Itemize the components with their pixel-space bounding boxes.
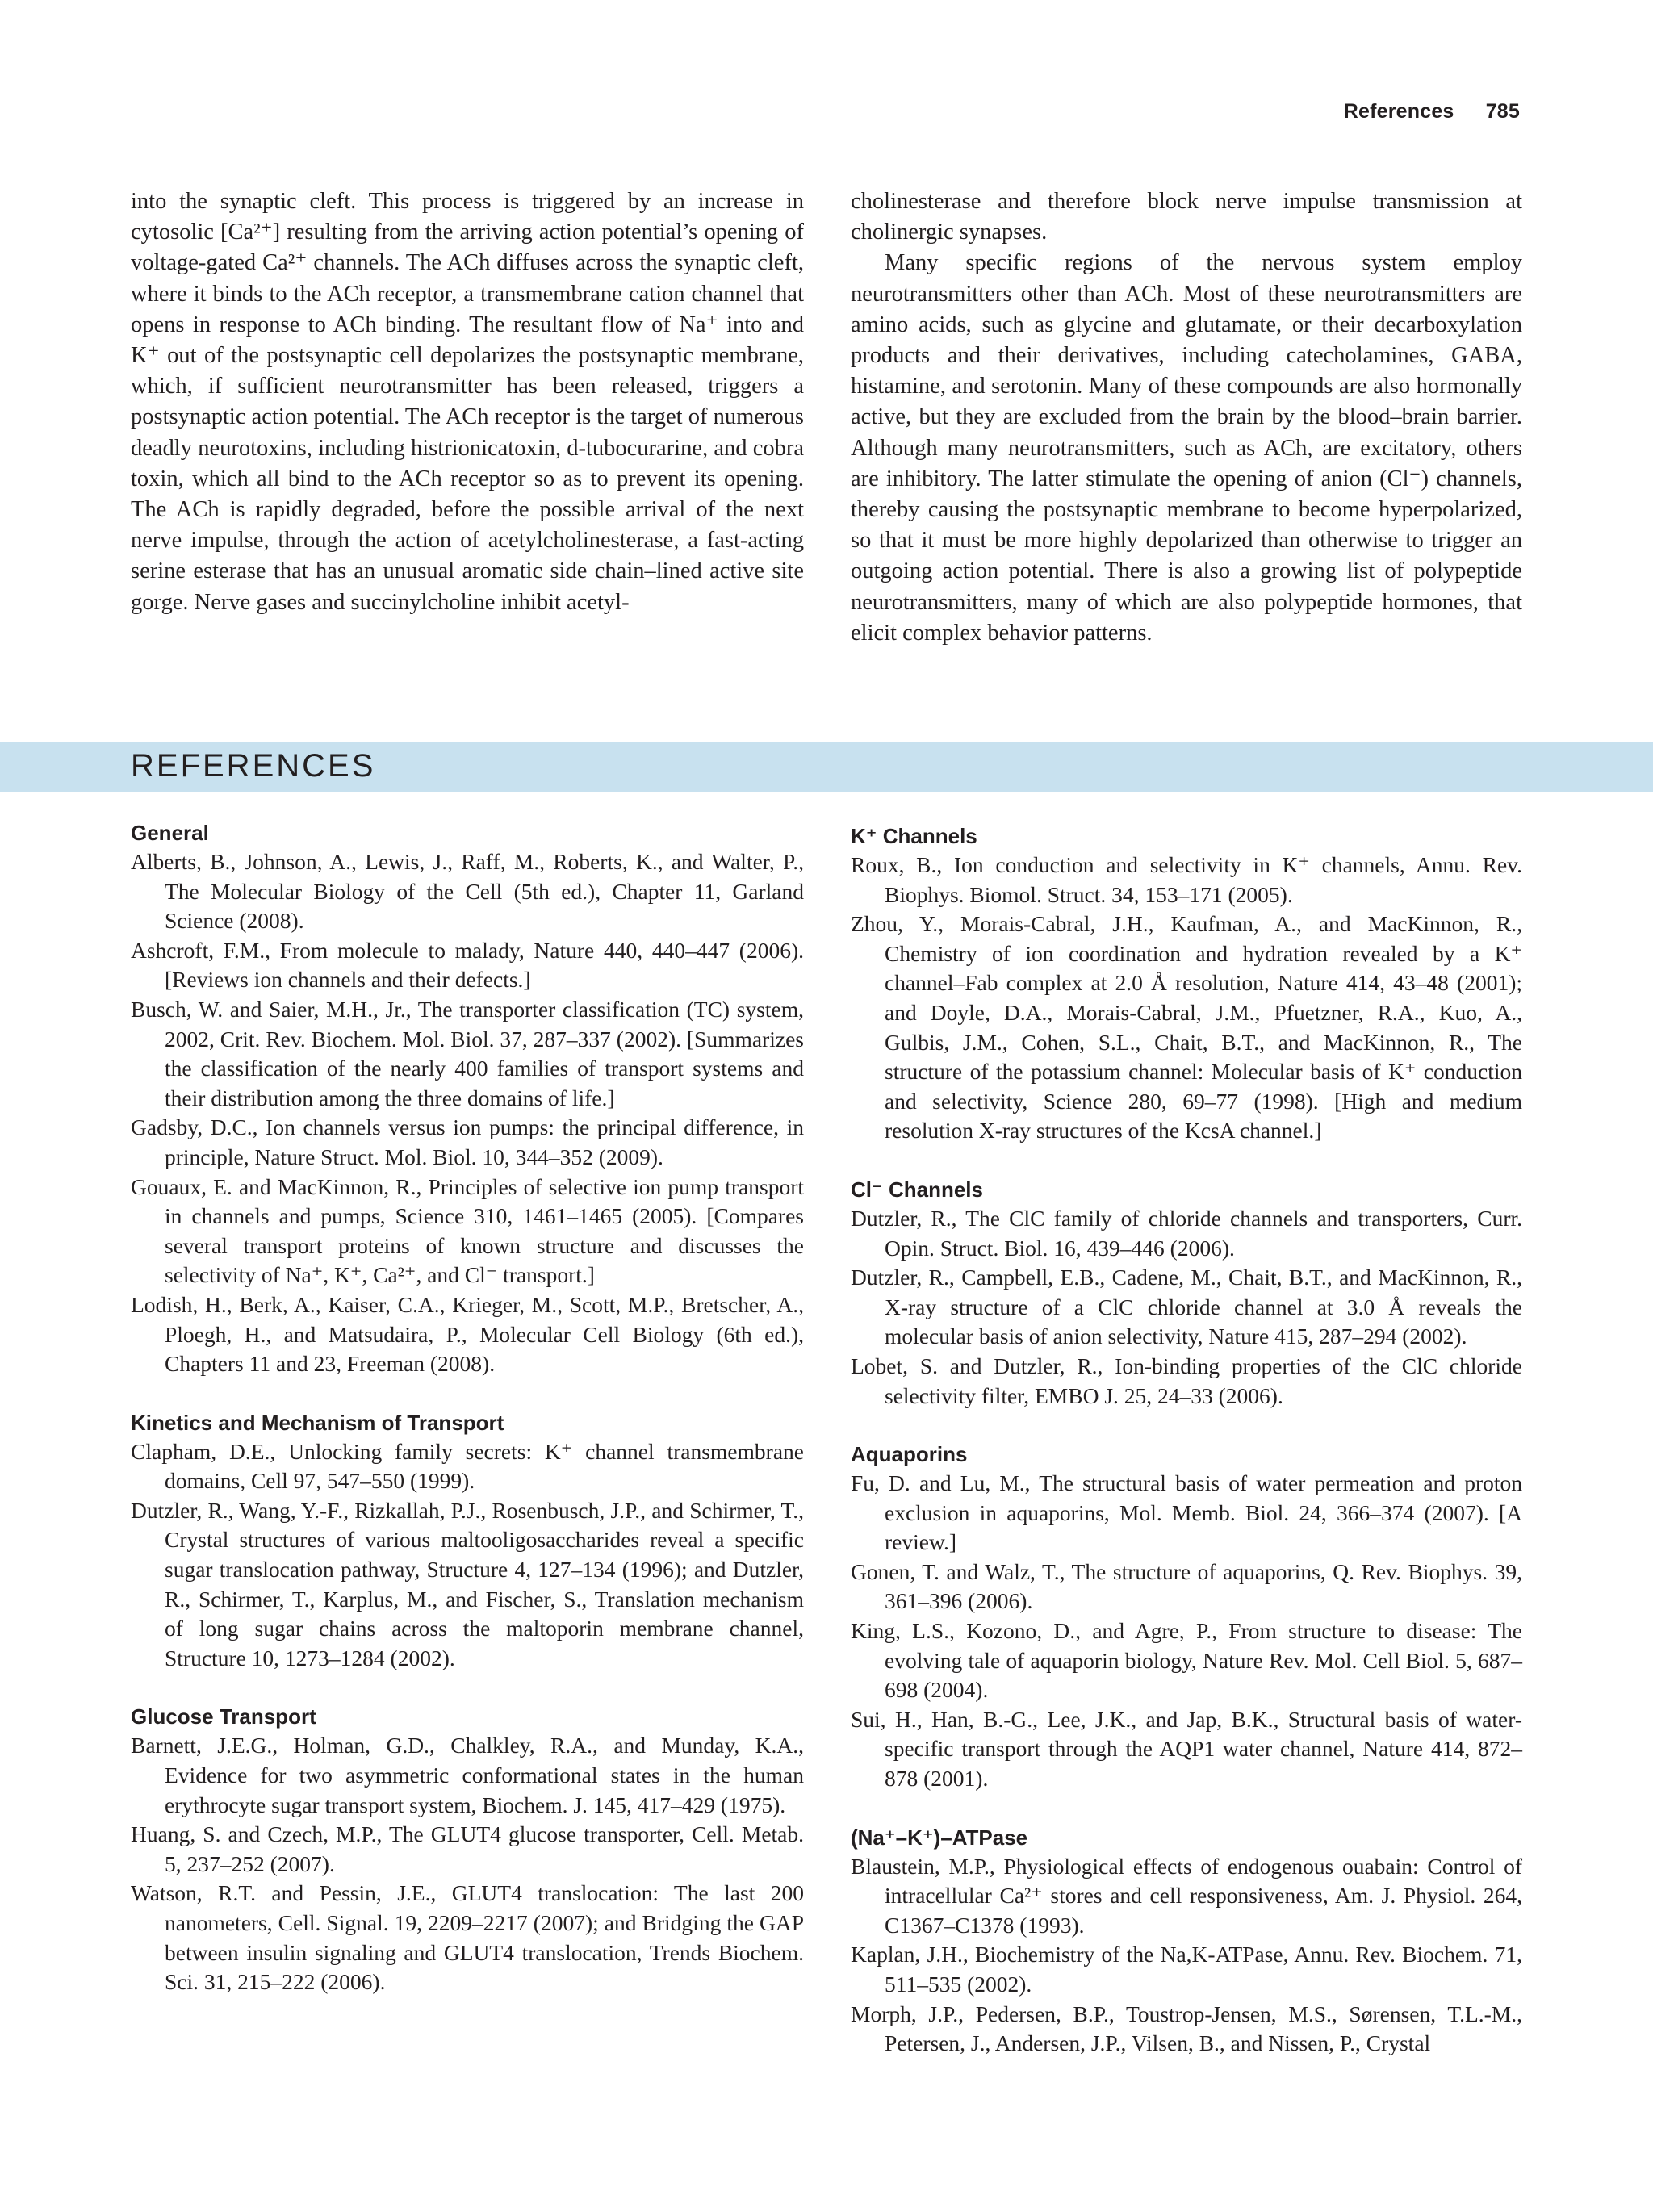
ref-section-kinetics bbox=[131, 1408, 804, 1674]
ref-section-glucose bbox=[131, 1702, 804, 1997]
reference-entry: Fu, D. and Lu, M., The structural basis of water permeation and proton exclusion in aquaporins, Mol. Memb. Biol. 24, 366–374 (2007). [A review.] bbox=[851, 1470, 1522, 1555]
reference-entry: Morph, J.P., Pedersen, B.P., Toustrop-Jensen, M.S., Sørensen, T.L.-M., Petersen, J., Andersen, J.P., Vilsen, B., and Nissen, P., Crystal bbox=[851, 2001, 1522, 2056]
references-right-column bbox=[851, 822, 1522, 2088]
body-paragraph: cholinesterase and therefore block nerve impulse transmission at cholinergic synapses. bbox=[851, 189, 1522, 245]
reference-entry: Lodish, H., Berk, A., Kaiser, C.A., Krieger, M., Scott, M.P., Bretscher, A., Ploegh, H., and Matsudaira, P., Molecular Cell Biology (6th ed.), Chapters 11 and 23, Freeman (2008). bbox=[131, 1291, 804, 1377]
page-number: 785 bbox=[1485, 100, 1520, 123]
ref-section-heading: Cl⁻ Channels bbox=[851, 1177, 983, 1202]
reference-entry: Sui, H., Han, B.-G., Lee, J.K., and Jap, B.K., Structural basis of water-specific transport through the AQP1 water channel, Nature 414, 872–878 (2001). bbox=[851, 1706, 1522, 1792]
reference-entry: Kaplan, J.H., Biochemistry of the Na,K-ATPase, Annu. Rev. Biochem. 71, 511–535 (2002). bbox=[851, 1942, 1522, 1997]
running-head-title: References bbox=[1343, 100, 1454, 123]
reference-entry: Dutzler, R., Campbell, E.B., Cadene, M., Chait, B.T., and MacKinnon, R., X-ray structure of a ClC chloride channel at 3.0 Å reveals the molecular basis of anion selectivity, Nature 415, 287–294 (2002). bbox=[851, 1265, 1522, 1349]
ref-section-k-channels bbox=[851, 822, 1522, 1146]
ref-section-heading: Glucose Transport bbox=[131, 1704, 316, 1729]
ref-section-cl-channels bbox=[851, 1175, 1522, 1411]
reference-entry: Lobet, S. and Dutzler, R., Ion-binding properties of the ClC chloride selectivity filter, EMBO J. 25, 24–33 (2006). bbox=[851, 1353, 1522, 1408]
body-text-left-column bbox=[131, 186, 804, 618]
reference-entry: Dutzler, R., The ClC family of chloride channels and transporters, Curr. Opin. Struct. Biol. 16, 439–446 (2006). bbox=[851, 1205, 1522, 1261]
reference-entry: Gonen, T. and Walz, T., The structure of aquaporins, Q. Rev. Biophys. 39, 361–396 (2006). bbox=[851, 1558, 1522, 1614]
body-paragraph: into the synaptic cleft. This process is triggered by an increase in cytosolic [Ca²⁺] resulting from the arriving action potential’s opening of voltage-gated Ca²⁺ channels. The ACh diffuses across the synaptic cleft, where it binds to the ACh receptor, a transmembrane cation channel that opens in response to ACh binding. The resultant flow of Na⁺ into and K⁺ out of the postsynaptic cell depolarizes the postsynaptic membrane, which, if sufficient neurotransmitter has been released, triggers a postsynaptic action potential. The ACh receptor is the target of numerous deadly neurotoxins, including histrionicatoxin, d-tubocurarine, and cobra toxin, which all bind to the ACh receptor so as to prevent its opening. The ACh is rapidly degraded, before the possible arrival of the next nerve impulse, through the action of acetylcholinesterase, a fast-acting serine esterase that has an unusual aromatic side chain–lined active site gorge. Nerve gases and succinylcholine inhibit acetyl- bbox=[131, 189, 804, 615]
reference-entry: King, L.S., Kozono, D., and Agre, P., From structure to disease: The evolving tale of aquaporin biology, Nature Rev. Mol. Cell Biol. 5, 687–698 (2004). bbox=[851, 1618, 1522, 1703]
references-banner bbox=[0, 742, 1653, 792]
ref-section-heading: Aquaporins bbox=[851, 1442, 968, 1467]
reference-entry: Gouaux, E. and MacKinnon, R., Principles of selective ion pump transport in channels and pumps, Science 310, 1461–1465 (2005). [Compares several transport proteins of known structure and discusses the selectivity of Na⁺, K⁺, Ca²⁺, and Cl⁻ transport.] bbox=[131, 1173, 804, 1288]
ref-section-heading: Kinetics and Mechanism of Transport bbox=[131, 1410, 504, 1435]
reference-entry: Dutzler, R., Wang, Y.-F., Rizkallah, P.J., Rosenbusch, J.P., and Schirmer, T., Crystal structures of various maltooligosaccharides reveal a specific sugar translocation pathway, Structure 4, 127–134 (1996); and Dutzler, R., Schirmer, T., Karplus, M., and Fischer, S., Translation mechanism of long sugar chains across the maltoporin membrane channel, Structure 10, 1273–1284 (2002). bbox=[131, 1497, 804, 1670]
reference-entry: Ashcroft, F.M., From molecule to malady, Nature 440, 440–447 (2006). [Reviews ion channels and their defects.] bbox=[131, 937, 804, 993]
body-text-right-column bbox=[851, 186, 1522, 649]
reference-entry: Blaustein, M.P., Physiological effects of endogenous ouabain: Control of intracellular Ca²⁺ stores and cell responsiveness, Am. J. Physiol. 264, C1367–C1378 (1993). bbox=[851, 1853, 1522, 1938]
reference-entry: Alberts, B., Johnson, A., Lewis, J., Raff, M., Roberts, K., and Walter, P., The Molecular Biology of the Cell (5th ed.), Chapter 11, Garland Science (2008). bbox=[131, 849, 804, 934]
reference-entry: Gadsby, D.C., Ion channels versus ion pumps: the principal difference, in principle, Nature Struct. Mol. Biol. 10, 344–352 (2009). bbox=[131, 1114, 804, 1169]
running-head bbox=[1344, 100, 1520, 123]
reference-entry: Roux, B., Ion conduction and selectivity in K⁺ channels, Annu. Rev. Biophys. Biomol. Struct. 34, 153–171 (2005). bbox=[851, 852, 1522, 907]
reference-entry: Huang, S. and Czech, M.P., The GLUT4 glucose transporter, Cell. Metab. 5, 237–252 (2007). bbox=[131, 1821, 804, 1876]
ref-section-heading: (Na⁺–K⁺)–ATPase bbox=[851, 1825, 1028, 1850]
ref-section-heading: K⁺ Channels bbox=[851, 824, 977, 848]
references-left-column bbox=[131, 818, 804, 2026]
ref-section-aquaporins bbox=[851, 1440, 1522, 1794]
ref-section-heading: General bbox=[131, 821, 209, 845]
reference-entry: Watson, R.T. and Pessin, J.E., GLUT4 translocation: The last 200 nanometers, Cell. Signal. 19, 2209–2217 (2007); and Bridging the GAP between insulin signaling and GLUT4 translocation, Trends Biochem. Sci. 31, 215–222 (2006). bbox=[131, 1880, 804, 1995]
reference-entry: Zhou, Y., Morais-Cabral, J.H., Kaufman, A., and MacKinnon, R., Chemistry of ion coordination and hydration revealed by a K⁺ channel–Fab complex at 2.0 Å resolution, Nature 414, 43–48 (2001); and Doyle, D.A., Morais-Cabral, J.M., Pfuetzner, R.A., Kuo, A., Gulbis, J.M., Cohen, S.L., Chait, B.T., and MacKinnon, R., The structure of the potassium channel: Molecular basis of K⁺ conduction and selectivity, Science 280, 69–77 (1998). [High and medium resolution X-ray structures of the KcsA channel.] bbox=[851, 911, 1522, 1144]
reference-entry: Barnett, J.E.G., Holman, G.D., Chalkley, R.A., and Munday, K.A., Evidence for two asymmetric conformational states in the human erythrocyte sugar transport system, Biochem. J. 145, 417–429 (1975). bbox=[131, 1733, 804, 1817]
ref-section-atpase bbox=[851, 1823, 1522, 2059]
reference-entry: Clapham, D.E., Unlocking family secrets: K⁺ channel transmembrane domains, Cell 97, 547–550 (1999). bbox=[131, 1438, 804, 1494]
ref-section-general bbox=[131, 818, 804, 1379]
references-title: REFERENCES bbox=[131, 748, 376, 784]
body-paragraph: Many specific regions of the nervous system employ neurotransmitters other than ACh. Most of these neurotransmitters are amino acids, such as glycine and glutamate, or their decarboxylation products and their derivatives, including catecholamines, GABA, histamine, and serotonin. Many of these compounds are also hormonally active, but they are excluded from the brain by the blood–brain barrier. Although many neurotransmitters, such as ACh, are excitatory, others are inhibitory. The latter stimulate the opening of anion (Cl⁻) channels, thereby causing the postsynaptic membrane to become hyperpolarized, so that it must be more highly depolarized than otherwise to trigger an outgoing action potential. There is also a growing list of polypeptide neurotransmitters, many of which are also polypeptide hormones, that elicit complex behavior patterns. bbox=[851, 250, 1522, 646]
reference-entry: Busch, W. and Saier, M.H., Jr., The transporter classification (TC) system, 2002, Crit. Rev. Biochem. Mol. Biol. 37, 287–337 (2002). [Summarizes the classification of the nearly 400 families of transport systems and their distribution among the three domains of life.] bbox=[131, 996, 804, 1110]
